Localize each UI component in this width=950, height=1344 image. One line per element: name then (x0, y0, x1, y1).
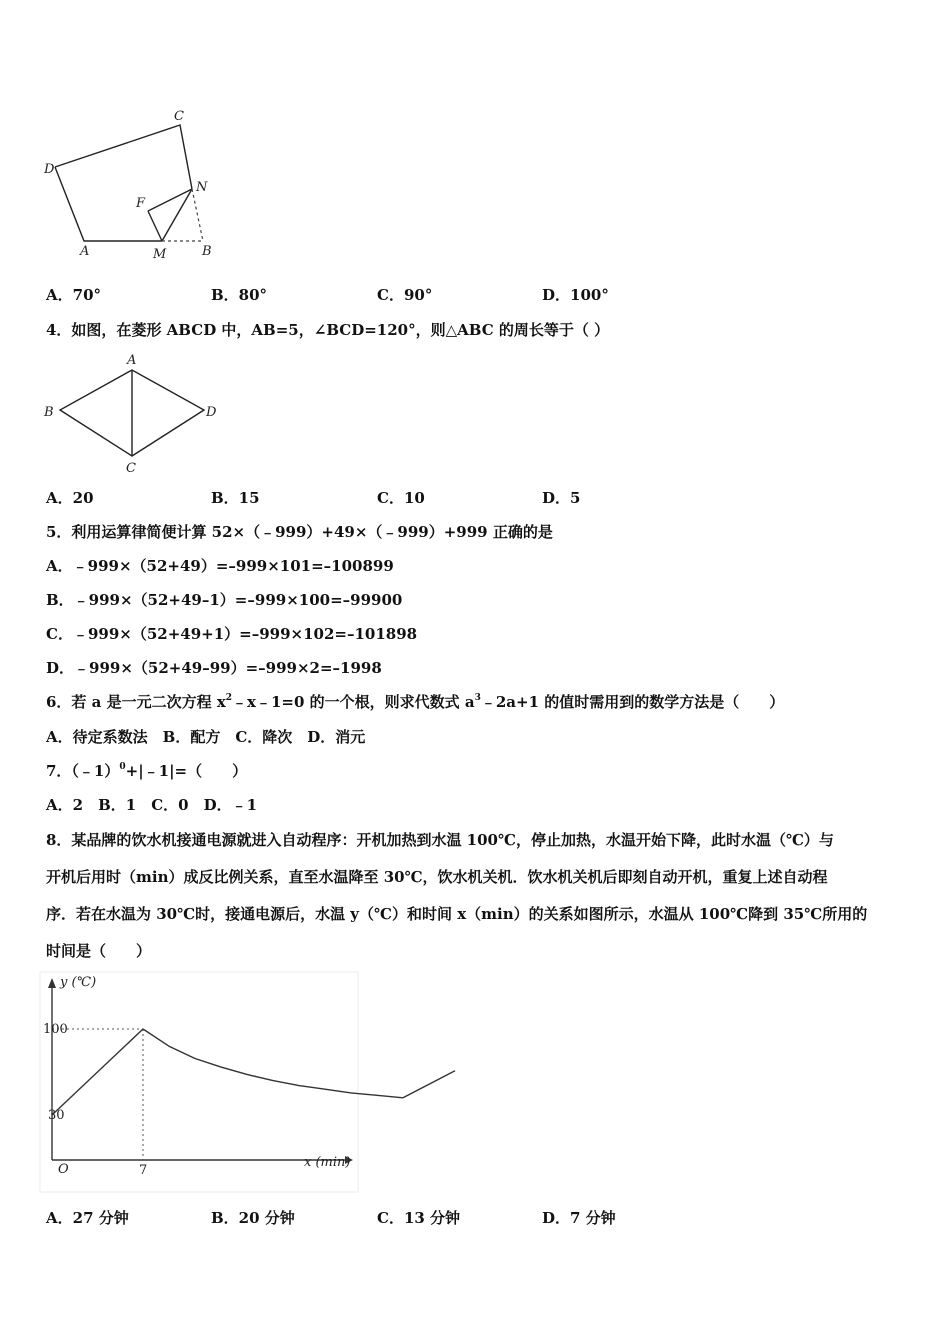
q8-line-1: 8．某品牌的饮水机接通电源就进入自动程序：开机加热到水温 100℃，停止加热，水温开始下降，此时水温（℃）与 (46, 831, 834, 849)
y-axis-arrow (48, 978, 56, 988)
q8-line-2: 开机后用时（min）成反比例关系，直至水温降至 30℃，饮水机关机．饮水机关机后即刻自动开机，重复上述自动程 (46, 868, 828, 886)
q3-option-c[interactable]: C．90° (377, 286, 433, 304)
q7-stem (46, 761, 247, 781)
label-c: C (174, 109, 184, 124)
label-a: A (127, 353, 137, 368)
label-d: D (44, 162, 55, 177)
label-d: D (206, 405, 217, 420)
pentagon-figure (40, 105, 240, 265)
x-axis-label: x (min) (304, 1155, 351, 1170)
q7-options[interactable]: A．2 B．1 C．0 D．﹣1 (46, 796, 258, 814)
label-n: N (196, 180, 208, 195)
q5-option-c[interactable]: C．﹣999×（52+49+1）=–999×102=–101898 (46, 625, 418, 643)
q5-option-a[interactable]: A．﹣999×（52+49）=–999×101=–100899 (46, 557, 394, 575)
label-a: A (80, 244, 90, 259)
temperature-chart (40, 972, 360, 1194)
q6-options[interactable]: A．待定系数法 B．配方 C．降次 D．消元 (46, 728, 366, 746)
label-b: B (44, 405, 54, 420)
q4-option-b[interactable]: B．15 (211, 489, 260, 507)
q5-option-b[interactable]: B．﹣999×（52+49–1）=–999×100=–99900 (46, 591, 403, 609)
q6-stem (46, 692, 784, 712)
q4-option-a[interactable]: A．20 (46, 489, 94, 507)
q6-sup-1: 2 (225, 693, 233, 703)
q8-stem (46, 822, 906, 970)
q6-stem-b: ﹣x﹣1=0 的一个根，则求代数式 a (232, 693, 475, 711)
q3-option-b[interactable]: B．80° (211, 286, 268, 304)
y-tick-30: 30 (48, 1108, 65, 1123)
pentagon-top (55, 125, 192, 189)
series-heating (52, 1029, 143, 1115)
q3-option-a[interactable]: A．70° (46, 286, 102, 304)
q4-option-c[interactable]: C．10 (377, 489, 425, 507)
q3-option-d[interactable]: D．100° (542, 286, 609, 304)
label-f: F (136, 196, 146, 211)
q6-stem-a: 6．若 a 是一元二次方程 x (46, 693, 226, 711)
y-axis-label: y (℃) (60, 975, 97, 990)
q5-stem: 5．利用运算律简便计算 52×（﹣999）+49×（﹣999）+999 正确的是 (46, 523, 553, 541)
series-reheat (403, 1071, 455, 1098)
label-c: C (126, 461, 136, 476)
q5-option-d[interactable]: D．﹣999×（52+49–99）=–999×2=–1998 (46, 659, 382, 677)
q4-stem: 4．如图，在菱形 ABCD 中，AB=5，∠BCD=120°，则△ABC 的周长等于（ ） (46, 321, 610, 339)
q8-line-4: 时间是（ ） (46, 942, 152, 960)
q8-option-d[interactable]: D．7 分钟 (542, 1209, 616, 1227)
q8-option-a[interactable]: A．27 分钟 (46, 1209, 129, 1227)
q8-line-3: 序．若在水温为 30℃时，接通电源后，水温 y（℃）和时间 x（min）的关系如图所示，水温从 100℃降到 35℃所用的 (46, 905, 868, 923)
series-cooling (143, 1029, 403, 1098)
dashed-nb (192, 189, 203, 241)
q6-sup-2: 3 (474, 693, 481, 703)
pentagon-outline (55, 167, 162, 241)
segment-fm (148, 211, 162, 241)
x-tick-7: 7 (139, 1163, 148, 1178)
q8-option-b[interactable]: B．20 分钟 (211, 1209, 295, 1227)
rhombus-figure (40, 348, 230, 478)
origin-label: O (58, 1162, 69, 1177)
q7-stem-a: 7．（﹣1） (46, 762, 120, 780)
q4-option-d[interactable]: D．5 (542, 489, 581, 507)
q8-option-c[interactable]: C．13 分钟 (377, 1209, 461, 1227)
y-tick-100: 100 (43, 1022, 68, 1037)
label-m: M (153, 247, 167, 262)
q7-sup: 0 (119, 762, 126, 772)
q6-stem-c: ﹣2a+1 的值时需用到的数学方法是（ ） (480, 693, 785, 711)
label-b: B (202, 244, 212, 259)
q7-stem-b: +|﹣1|=（ ） (125, 762, 248, 780)
